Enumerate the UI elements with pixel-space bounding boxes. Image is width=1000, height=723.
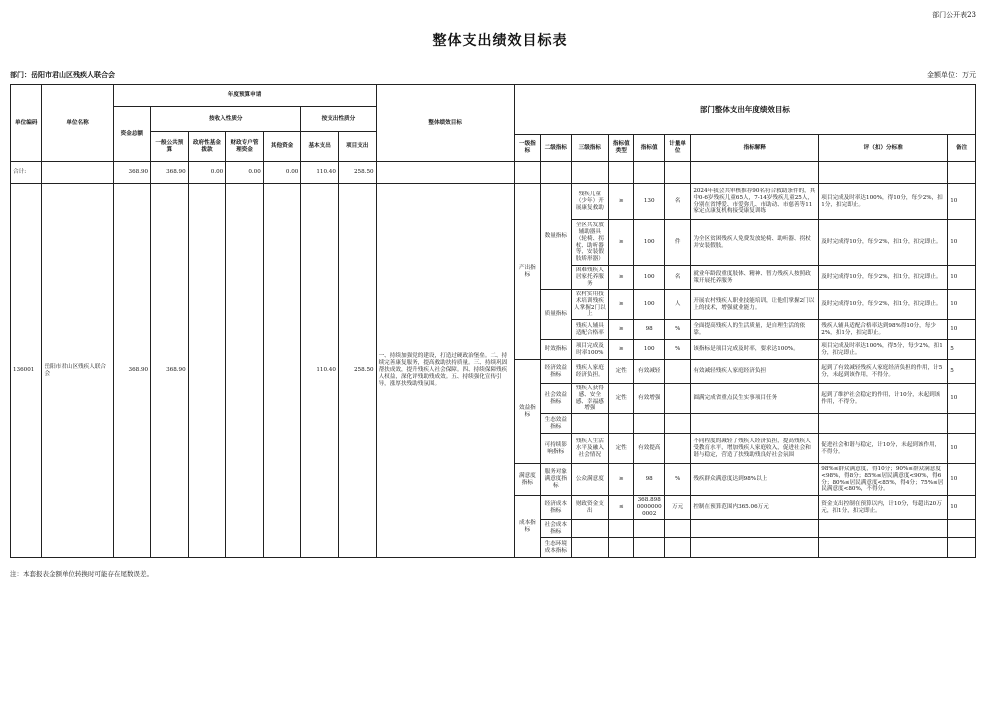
header-value-type: 指标值类型: [609, 135, 634, 162]
level2-service-obj: 服务对象满意度指标: [541, 464, 571, 496]
total-project: 258.50: [338, 162, 376, 184]
unit-cell: [664, 384, 690, 414]
scoring-cell: 促进社会和谐与稳定，计10分，未起到该作用，不得分。: [819, 434, 948, 464]
value-type-cell: 定性: [609, 384, 634, 414]
performance-table: [10, 84, 976, 558]
header-by-income: 按收入性质分: [151, 107, 301, 132]
scoring-cell: 98%≤群众满意度，得10分；90%≤群众满意度<98%，得8分；85%≤居民满意度<90%，得6分；80%≤居民满意度<85%，得4分；75%≤居民满意度<80%，不得分。: [819, 464, 948, 496]
header-basic-expense: 基本支出: [301, 132, 339, 162]
scoring-cell: 起到了有效减轻残疾人家庭经济负担的作用，计5分，未起到该作用，不得分。: [819, 360, 948, 384]
level3-cell: 残疾人生活水平及融入社会情况: [571, 434, 609, 464]
unit-cell: [664, 520, 690, 538]
remark-cell: [948, 414, 976, 434]
total-other: 0.00: [263, 162, 301, 184]
header-other-funds: 其他资金: [263, 132, 301, 162]
value-cell: 100: [634, 290, 664, 320]
explanation-cell: 开展农村残疾人职业技能培训，让他们掌握2门以上的技术，增强就业能力。: [691, 290, 819, 320]
explanation-cell: 不同程度的减轻了残疾人经济负担，提高残疾人受教育水平，增加残疾人家庭收入，促进社会和谐与稳定，营造了扶残助残良好社会氛围: [691, 434, 819, 464]
explanation-cell: 有效减轻残疾人家庭经济负担: [691, 360, 819, 384]
total-row: [11, 162, 976, 184]
scoring-cell: 起到了维护社会稳定的作用，计10分，未起到该作用，不得分。: [819, 384, 948, 414]
explanation-cell: 圆满完成省重点民生实事项目任务: [691, 384, 819, 414]
remark-cell: 10: [948, 384, 976, 414]
level1-cost: 成本指标: [514, 496, 540, 558]
value-cell: 98: [634, 464, 664, 496]
total-special: 0.00: [226, 162, 264, 184]
remark-cell: 10: [948, 464, 976, 496]
remark-cell: 10: [948, 184, 976, 220]
unit-cell: [664, 360, 690, 384]
unit-cell: [664, 414, 690, 434]
level3-cell: 残疾人获得感、安全感、幸福感增强: [571, 384, 609, 414]
page-number: 部门公开表23: [932, 11, 976, 19]
unit-cell: 件: [664, 220, 690, 266]
value-type-cell: ≤: [609, 496, 634, 520]
level3-cell: 残疾儿童（少年）开展康复救助: [571, 184, 609, 220]
level3-cell: 残疾人辅具适配合格率: [571, 320, 609, 340]
level2-econ-cost: 经济成本指标: [541, 496, 571, 520]
level3-cell: 全区共发放辅助器具（轮椅、拐杖、助听器等，安装假肢矫形器）: [571, 220, 609, 266]
value-cell: 100: [634, 220, 664, 266]
remark-cell: 10: [948, 320, 976, 340]
explanation-cell: 全面提高残疾人的生活质量，是自理生活的依靠。: [691, 320, 819, 340]
unit-cell: 名: [664, 266, 690, 290]
level3-cell: 农村实用技术培训残疾人掌握2门以上: [571, 290, 609, 320]
value-cell: 368.89800000000002: [634, 496, 664, 520]
remark-cell: [948, 520, 976, 538]
header-dept-annual-goal: 部门整体支出年度绩效目标: [514, 85, 975, 135]
remark-cell: 5: [948, 360, 976, 384]
level1-benefit: 效益指标: [514, 360, 540, 464]
level3-cell: 财政资金支出: [571, 496, 609, 520]
explanation-cell: [691, 414, 819, 434]
value-cell: 98: [634, 320, 664, 340]
header-level2: 二级指标: [541, 135, 571, 162]
level3-cell: 公众满意度: [571, 464, 609, 496]
total-gov: 0.00: [188, 162, 226, 184]
total-basic: 110.40: [301, 162, 339, 184]
level2-quantity: 数量指标: [541, 184, 571, 290]
header-scoring: 评（扣）分标准: [819, 135, 948, 162]
value-type-cell: [609, 538, 634, 558]
header-level1: 一级指标: [514, 135, 540, 162]
unit-cell: 人: [664, 290, 690, 320]
level2-social: 社会效益指标: [541, 384, 571, 414]
total-general: 368.90: [151, 162, 189, 184]
remark-cell: 10: [948, 496, 976, 520]
explanation-cell: 2024年我会共审核推荐90名符合救助条件的，其中0-6岁残疾儿童65人，7-14岁残疾儿童25人，分别在省博爱、市爱弥儿、市助动、市慈善等11家定点康复机构接受康复训练: [691, 184, 819, 220]
value-cell: 有效提高: [634, 434, 664, 464]
amount-unit-label: 金额单位：万元: [927, 71, 976, 79]
unit-general-budget: 368.90: [151, 184, 189, 558]
scoring-cell: 资金支出控制在预算以内，计10分，每超出20万元，扣1分，扣完即止。: [819, 496, 948, 520]
value-type-cell: [609, 520, 634, 538]
unit-code: 136001: [11, 184, 42, 558]
value-type-cell: 定性: [609, 360, 634, 384]
header-general-budget: 一般公共预算: [151, 132, 189, 162]
value-cell: 有效增强: [634, 384, 664, 414]
value-cell: 130: [634, 184, 664, 220]
unit-basic-expense: 110.40: [301, 184, 339, 558]
level2-quality: 质量指标: [541, 290, 571, 340]
level1-satisfaction: 满意度指标: [514, 464, 540, 496]
header-special-fund: 财政专户管理资金: [226, 132, 264, 162]
value-cell: [634, 538, 664, 558]
level2-timeliness: 时效指标: [541, 340, 571, 360]
header-annual-budget: 年度预算申请: [113, 85, 376, 107]
explanation-cell: 残疾群众满意度达到98%以上: [691, 464, 819, 496]
value-type-cell: [609, 414, 634, 434]
unit-cell: %: [664, 340, 690, 360]
total-funds: 368.90: [113, 162, 151, 184]
scoring-cell: [819, 414, 948, 434]
header-level3: 三级指标: [571, 135, 609, 162]
value-cell: 100: [634, 266, 664, 290]
total-label: 合计:: [11, 162, 42, 184]
unit-project-expense: 258.50: [338, 184, 376, 558]
header-explanation: 指标解释: [691, 135, 819, 162]
page-title: 整体支出绩效目标表: [432, 33, 568, 49]
header-project-expense: 项目支出: [338, 132, 376, 162]
value-type-cell: ≥: [609, 290, 634, 320]
unit-cell: [664, 434, 690, 464]
explanation-cell: [691, 538, 819, 558]
explanation-cell: 为全区贫困残疾人免费发放轮椅、助听器、拐杖并安装假肢。: [691, 220, 819, 266]
overall-goal-text: 一、持续加强党的建设，打造过硬政治堡垒。二、持续完善康复服务，提高救助扶持质量。三、持续巩固帮扶成效，提升残疾人社会保障。四、持续保障残疾人权益，深化评残助残成效。五、持续强化宣传引导，涨厚扶残助残氛围。: [376, 184, 514, 558]
explanation-cell: 就业年龄段重度肢体、精神、智力残疾人按照政策开展托养服务: [691, 266, 819, 290]
value-cell: 100: [634, 340, 664, 360]
unit-cell: 万元: [664, 496, 690, 520]
value-cell: [634, 520, 664, 538]
value-type-cell: ≥: [609, 320, 634, 340]
remark-cell: 10: [948, 220, 976, 266]
header-remark: 备注: [948, 135, 976, 162]
scoring-cell: 及时完成得10分，每少2%，扣1分，扣完即止。: [819, 220, 948, 266]
scoring-cell: [819, 520, 948, 538]
footnote: 注：本套报表金额单位转换时可能存在尾数误差。: [10, 570, 153, 578]
value-cell: 有效减轻: [634, 360, 664, 384]
level2-economic: 经济效益指标: [541, 360, 571, 384]
level3-cell: 项目完成及时率100%: [571, 340, 609, 360]
header-overall-goal: 整体绩效目标: [376, 85, 514, 162]
level3-cell: 残疾人家庭经济负担。: [571, 360, 609, 384]
remark-cell: [948, 538, 976, 558]
header-by-expense: 按支出性质分: [301, 107, 376, 132]
scoring-cell: 残疾人辅具适配合格率达到98%得10分，每少2%，扣1分，扣完即止。: [819, 320, 948, 340]
unit-total-funds: 368.90: [113, 184, 151, 558]
table-row: [11, 184, 976, 220]
remark-cell: 10: [948, 290, 976, 320]
value-type-cell: ≥: [609, 464, 634, 496]
explanation-cell: [691, 520, 819, 538]
level3-cell: 困难残疾人居家托养服务: [571, 266, 609, 290]
value-type-cell: 定性: [609, 434, 634, 464]
scoring-cell: 及时完成得10分，每少2%，扣1分，扣完即止。: [819, 266, 948, 290]
remark-cell: 10: [948, 434, 976, 464]
level2-social-cost: 社会成本指标: [541, 520, 571, 538]
scoring-cell: 及时完成得10分，每少2%，扣1分，扣完即止。: [819, 290, 948, 320]
value-type-cell: ≥: [609, 184, 634, 220]
unit-name: 岳阳市君山区残疾人联合会: [42, 184, 113, 558]
unit-cell: 名: [664, 184, 690, 220]
explanation-cell: 控制在预算范围内365.06万元: [691, 496, 819, 520]
value-type-cell: ≥: [609, 340, 634, 360]
explanation-cell: 该指标是项目完成及时率，要求达100%。: [691, 340, 819, 360]
level3-cell: [571, 538, 609, 558]
value-cell: [634, 414, 664, 434]
unit-cell: %: [664, 464, 690, 496]
scoring-cell: 项目完成及时率达100%，得10分，每少2%，扣1分，扣完即止。: [819, 184, 948, 220]
scoring-cell: 项目完成及时率达100%，得5分，每少2%，扣1分，扣完即止。: [819, 340, 948, 360]
header-unit-code: 单位编码: [11, 85, 42, 162]
header-gov-fund: 政府性基金拨款: [188, 132, 226, 162]
header-measure-unit: 计量单位: [664, 135, 690, 162]
level2-sustainable: 可持续影响指标: [541, 434, 571, 464]
unit-cell: %: [664, 320, 690, 340]
level3-cell: [571, 414, 609, 434]
header-unit-name: 单位名称: [42, 85, 113, 162]
remark-cell: 5: [948, 340, 976, 360]
header-value: 指标值: [634, 135, 664, 162]
value-type-cell: ≥: [609, 220, 634, 266]
header-total-funds: 资金总额: [113, 107, 151, 162]
value-type-cell: ≥: [609, 266, 634, 290]
level1-output: 产出指标: [514, 184, 540, 360]
department-label: 部门：岳阳市君山区残疾人联合会: [10, 70, 115, 79]
remark-cell: 10: [948, 266, 976, 290]
level3-cell: [571, 520, 609, 538]
level2-ecological: 生态效益指标: [541, 414, 571, 434]
unit-cell: [664, 538, 690, 558]
level2-eco-cost: 生态环境成本指标: [541, 538, 571, 558]
scoring-cell: [819, 538, 948, 558]
